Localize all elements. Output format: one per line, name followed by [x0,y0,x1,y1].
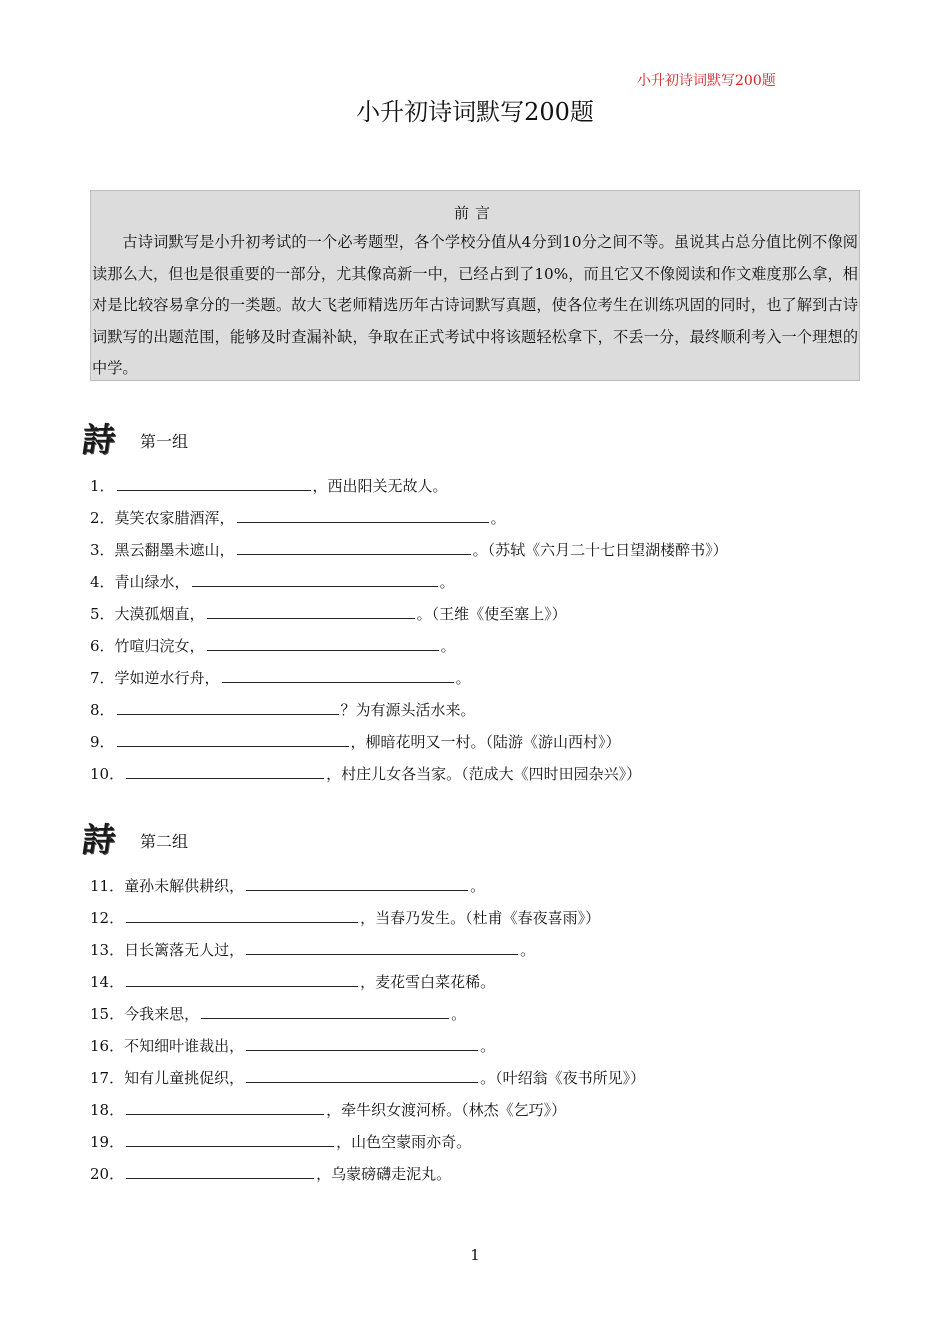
question-suffix: 。 [439,573,455,591]
question-number: 2． [90,509,115,527]
question-suffix: ，乌蒙磅礴走泥丸。 [316,1165,452,1183]
question-number: 16． [90,1037,125,1055]
question-item [90,872,870,904]
answer-blank[interactable] [126,1132,334,1147]
question-suffix: ，当春乃发生。（杜甫《春夜喜雨》） [360,909,601,927]
question-item [90,1032,870,1064]
answer-blank[interactable] [117,476,311,491]
group-title: 第二组 [140,831,189,851]
question-item [90,760,870,792]
question-number: 6． [90,637,115,655]
question-suffix: ？为有源头活水来。 [340,701,476,719]
question-suffix: 。 [490,509,506,527]
answer-blank[interactable] [246,1068,478,1083]
question-number: 11． [90,877,125,895]
question-list-group-2 [90,872,870,1192]
shi-calligraphy-icon: 詩 [79,820,118,859]
question-number: 20． [90,1165,125,1183]
answer-blank[interactable] [246,876,468,891]
question-prompt: 童孙未解供耕织， [124,877,245,895]
page-number: 1 [470,1246,480,1264]
question-item [90,696,870,728]
question-item [90,504,870,536]
answer-blank[interactable] [117,700,339,715]
question-suffix: 。（王维《使至塞上》） [416,605,567,623]
preface-title: 前言 [453,204,496,222]
question-prompt: 知有儿童挑促织， [124,1069,245,1087]
question-suffix: 。 [440,637,456,655]
preface-box [90,190,860,381]
question-item [90,904,870,936]
question-suffix: ，牵牛织女渡河桥。（林杰《乞巧》） [326,1101,567,1119]
question-prompt: 今我来思， [124,1005,200,1023]
answer-blank[interactable] [126,764,324,779]
question-number: 8． [90,701,115,719]
answer-blank[interactable] [117,732,349,747]
question-item [90,568,870,600]
question-suffix: 。（苏轼《六月二十七日望湖楼醉书》） [472,541,728,559]
question-number: 3． [90,541,115,559]
question-item [90,536,870,568]
question-number: 14． [90,973,125,991]
question-number: 12． [90,909,125,927]
question-number: 15． [90,1005,125,1023]
question-number: 13． [90,941,125,959]
question-item [90,664,870,696]
question-item [90,1128,870,1160]
preface-body: 古诗词默写是小升初考试的一个必考题型，各个学校分值从4分到10分之间不等。虽说其占总分值比例不像阅读那么大，但也是很重要的一部分，尤其像高新一中，已经占到了10%，而且它又不像阅读和作文难度那么拿，相对是比较容易拿分的一类题。故大飞老师精选历年古诗词默写真题，使各位考生在训练巩固的同时，也了解到古诗词默写的出题范围，能够及时查漏补缺，争取在正式考试中将该题轻松拿下，不丢一分，最终顺利考入一个理想的中学。 [92,233,858,377]
question-number: 5． [90,605,115,623]
question-number: 17． [90,1069,125,1087]
question-suffix: 。 [520,941,536,959]
question-item [90,1160,870,1192]
question-number: 4． [90,573,115,591]
answer-blank[interactable] [246,1036,478,1051]
question-suffix: ，村庄儿女各当家。（范成大《四时田园杂兴》） [326,765,642,783]
question-number: 7． [90,669,115,687]
answer-blank[interactable] [192,572,438,587]
answer-blank[interactable] [126,1100,324,1115]
group-title: 第一组 [140,431,189,451]
question-number: 19． [90,1133,125,1151]
answer-blank[interactable] [222,668,454,683]
question-number: 9． [90,733,115,751]
question-prompt: 黑云翻墨未遮山， [114,541,235,559]
question-prompt: 莫笑农家腊酒浑， [114,509,235,527]
question-suffix: ，麦花雪白菜花稀。 [360,973,496,991]
answer-blank[interactable] [246,940,518,955]
question-suffix: ，柳暗花明又一村。（陆游《游山西村》） [350,733,621,751]
answer-blank[interactable] [201,1004,449,1019]
question-prompt: 青山绿水， [114,573,190,591]
question-number: 1． [90,477,115,495]
question-prompt: 学如逆水行舟， [114,669,220,687]
question-prompt: 竹喧归浣女， [114,637,205,655]
question-item [90,1000,870,1032]
answer-blank[interactable] [126,972,358,987]
question-suffix: ，山色空蒙雨亦奇。 [336,1133,472,1151]
answer-blank[interactable] [126,1164,314,1179]
question-suffix: 。 [480,1037,496,1055]
question-item [90,936,870,968]
question-item [90,600,870,632]
question-number: 18． [90,1101,125,1119]
question-item [90,1096,870,1128]
page-title: 小升初诗词默写200题 [356,98,594,126]
question-list-group-1 [90,472,870,792]
question-item [90,728,870,760]
answer-blank[interactable] [237,540,471,555]
group-heading-1 [79,420,189,459]
header-note: 小升初诗词默写200题 [637,73,776,89]
group-heading-2 [79,820,189,859]
question-suffix: ，西出阳关无故人。 [312,477,448,495]
shi-calligraphy-icon: 詩 [79,420,118,459]
question-suffix: 。 [470,877,486,895]
question-number: 10． [90,765,125,783]
answer-blank[interactable] [237,508,489,523]
answer-blank[interactable] [207,636,439,651]
question-item [90,1064,870,1096]
question-suffix: 。（叶绍翁《夜书所见》） [480,1069,646,1087]
question-prompt: 不知细叶谁裁出， [124,1037,245,1055]
question-suffix: 。 [455,669,471,687]
question-item [90,968,870,1000]
question-prompt: 大漠孤烟直， [114,605,205,623]
question-item [90,632,870,664]
question-prompt: 日长篱落无人过， [124,941,245,959]
answer-blank[interactable] [126,908,358,923]
question-suffix: 。 [451,1005,467,1023]
question-item [90,472,870,504]
answer-blank[interactable] [207,604,415,619]
